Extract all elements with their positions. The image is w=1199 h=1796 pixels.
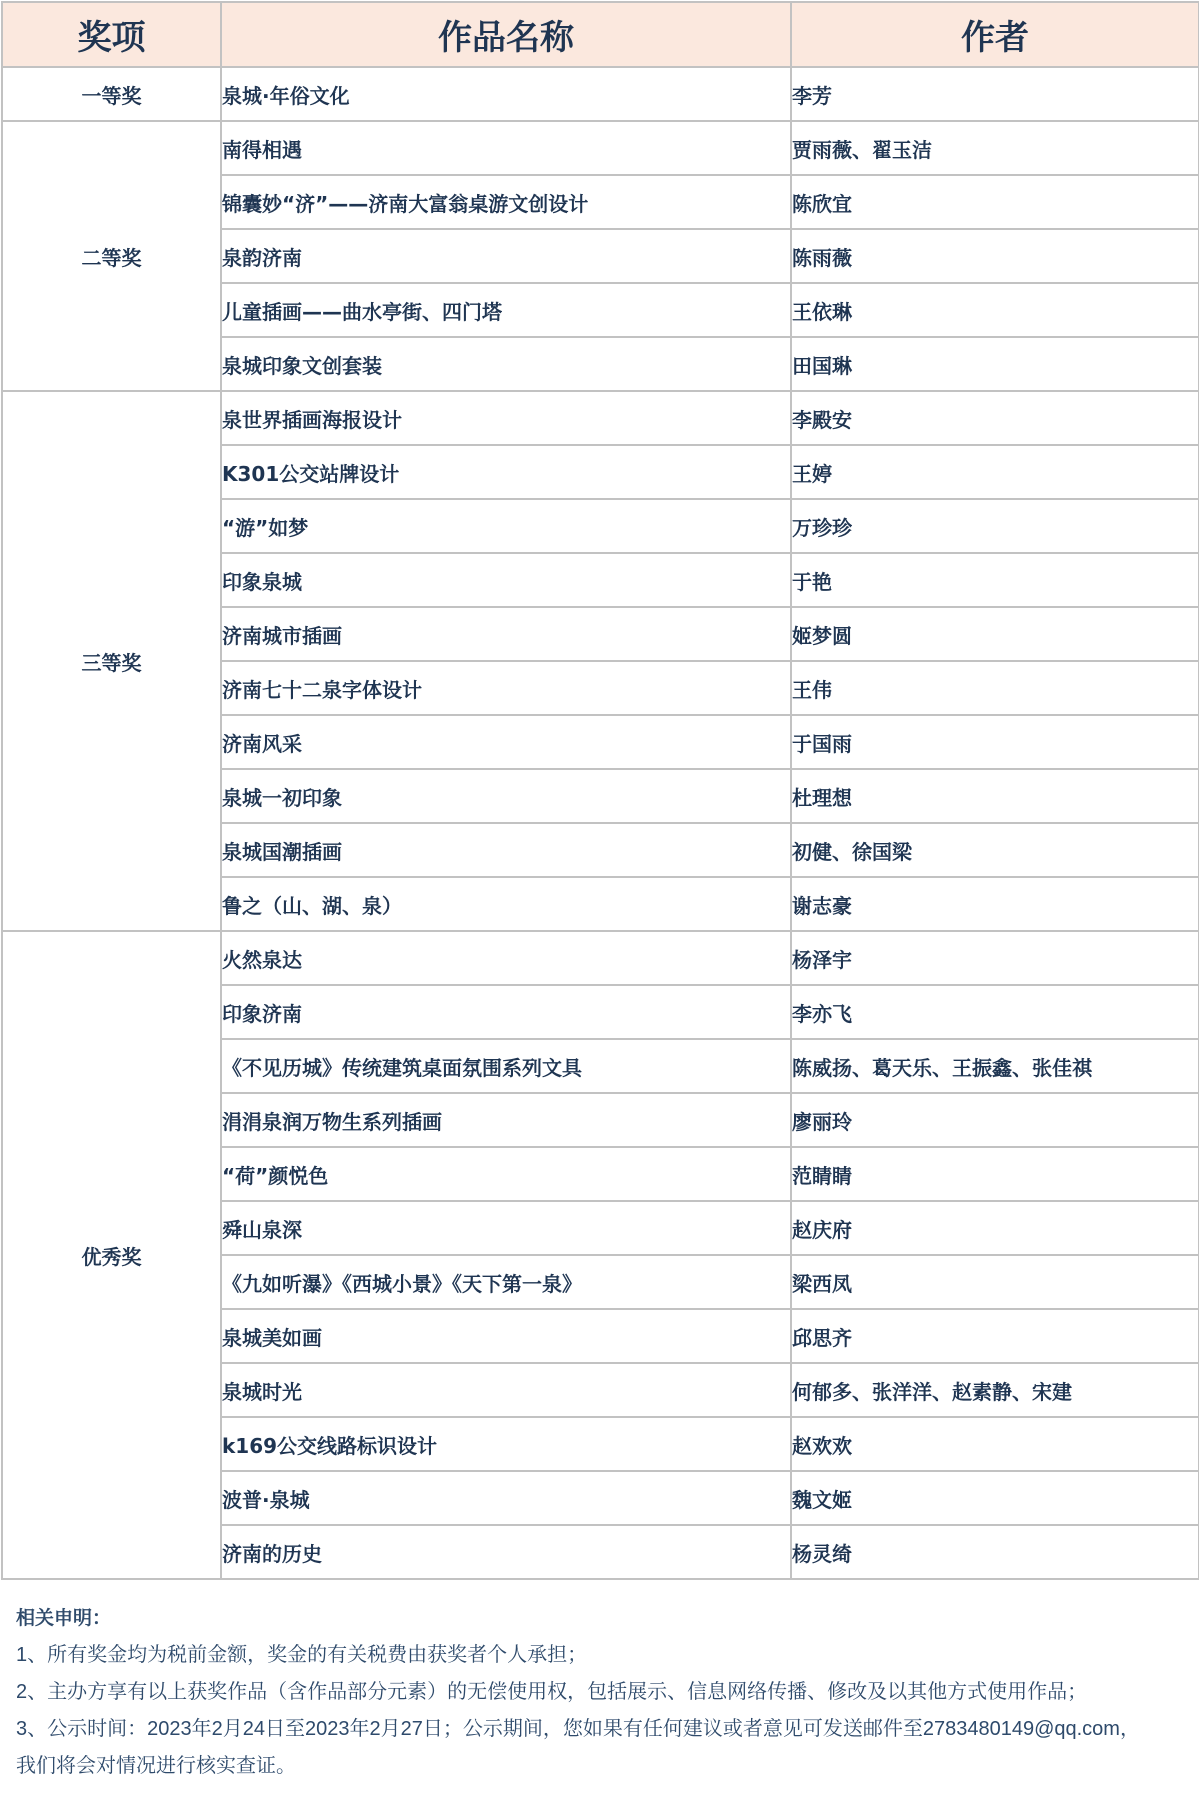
work-title-cell: 泉城美如画 (221, 1309, 791, 1363)
notes-line-3: 3、公示时间：2023年2月24日至2023年2月27日；公示期间，您如果有任何建议或者意见可发送邮件至2783480149@qq.com， (16, 1718, 1140, 1740)
author-cell: 谢志豪 (791, 877, 1199, 931)
work-title-cell: “荷”颜悦色 (221, 1147, 791, 1201)
table-row (2, 67, 1199, 121)
author-cell: 陈雨薇 (791, 229, 1199, 283)
notes-line-1: 1、所有奖金均为税前金额，奖金的有关税费由获奖者个人承担； (16, 1644, 588, 1666)
work-title-cell: 济南的历史 (221, 1525, 791, 1579)
author-cell: 王依琳 (791, 283, 1199, 337)
author-cell: 王婷 (791, 445, 1199, 499)
notes-line-4: 我们将会对情况进行核实查证。 (16, 1755, 296, 1777)
work-title-cell: 泉城国潮插画 (221, 823, 791, 877)
work-title-cell: 泉城时光 (221, 1363, 791, 1417)
work-title-cell: k169公交线路标识设计 (221, 1417, 791, 1471)
author-cell: 姬梦圆 (791, 607, 1199, 661)
work-title-cell: 泉城一初印象 (221, 769, 791, 823)
author-cell: 陈欣宜 (791, 175, 1199, 229)
author-cell: 廖丽玲 (791, 1093, 1199, 1147)
author-cell: 贾雨薇、翟玉洁 (791, 121, 1199, 175)
author-cell: 赵欢欢 (791, 1417, 1199, 1471)
work-title-cell: 波普·泉城 (221, 1471, 791, 1525)
header-tier: 奖项 (2, 2, 221, 67)
work-title-cell: “游”如梦 (221, 499, 791, 553)
notes-line-2: 2、主办方享有以上获奖作品（含作品部分元素）的无偿使用权，包括展示、信息网络传播、修改及以其他方式使用作品； (16, 1681, 1088, 1703)
work-title-cell: 泉韵济南 (221, 229, 791, 283)
work-title-cell: 儿童插画——曲水亭街、四门塔 (221, 283, 791, 337)
author-cell: 于国雨 (791, 715, 1199, 769)
work-title-cell: 舜山泉深 (221, 1201, 791, 1255)
author-cell: 李亦飞 (791, 985, 1199, 1039)
author-cell: 何郁多、张洋洋、赵素静、宋建 (791, 1363, 1199, 1417)
author-cell: 于艳 (791, 553, 1199, 607)
award-tier-cell: 一等奖 (2, 67, 221, 121)
work-title-cell: 印象泉城 (221, 553, 791, 607)
work-title-cell: 南得相遇 (221, 121, 791, 175)
work-title-cell: 济南风采 (221, 715, 791, 769)
author-cell: 初健、徐国梁 (791, 823, 1199, 877)
award-tier-cell: 三等奖 (2, 391, 221, 931)
author-cell: 万珍珍 (791, 499, 1199, 553)
author-cell: 田国琳 (791, 337, 1199, 391)
award-tier-cell: 二等奖 (2, 121, 221, 391)
work-title-cell: 锦囊妙“济”——济南大富翁桌游文创设计 (221, 175, 791, 229)
work-title-cell: 济南七十二泉字体设计 (221, 661, 791, 715)
award-table (1, 1, 1199, 1580)
work-title-cell: 济南城市插画 (221, 607, 791, 661)
work-title-cell: 涓涓泉润万物生系列插画 (221, 1093, 791, 1147)
notes-heading: 相关申明： (16, 1607, 112, 1629)
author-cell: 魏文姬 (791, 1471, 1199, 1525)
header-title: 作品名称 (221, 2, 791, 67)
work-title-cell: 《九如听瀑》《西城小景》《天下第一泉》 (221, 1255, 791, 1309)
work-title-cell: 泉城·年俗文化 (221, 67, 791, 121)
author-cell: 邱思齐 (791, 1309, 1199, 1363)
award-table-body (2, 67, 1199, 1579)
author-cell: 李殿安 (791, 391, 1199, 445)
table-row (2, 391, 1199, 445)
author-cell: 王伟 (791, 661, 1199, 715)
award-tier-cell: 优秀奖 (2, 931, 221, 1579)
notes-section (16, 1600, 1186, 1785)
header-author: 作者 (791, 2, 1199, 67)
table-header-row (2, 2, 1199, 67)
table-row (2, 121, 1199, 175)
author-cell: 陈威扬、葛天乐、王振鑫、张佳祺 (791, 1039, 1199, 1093)
table-row (2, 931, 1199, 985)
author-cell: 梁西凤 (791, 1255, 1199, 1309)
work-title-cell: 鲁之（山、湖、泉） (221, 877, 791, 931)
work-title-cell: 印象济南 (221, 985, 791, 1039)
author-cell: 杨灵绮 (791, 1525, 1199, 1579)
author-cell: 杜理想 (791, 769, 1199, 823)
author-cell: 李芳 (791, 67, 1199, 121)
work-title-cell: 火然泉达 (221, 931, 791, 985)
author-cell: 范睛睛 (791, 1147, 1199, 1201)
work-title-cell: 《不见历城》传统建筑桌面氛围系列文具 (221, 1039, 791, 1093)
work-title-cell: 泉城印象文创套装 (221, 337, 791, 391)
work-title-cell: 泉世界插画海报设计 (221, 391, 791, 445)
work-title-cell: K301公交站牌设计 (221, 445, 791, 499)
author-cell: 杨泽宇 (791, 931, 1199, 985)
author-cell: 赵庆府 (791, 1201, 1199, 1255)
